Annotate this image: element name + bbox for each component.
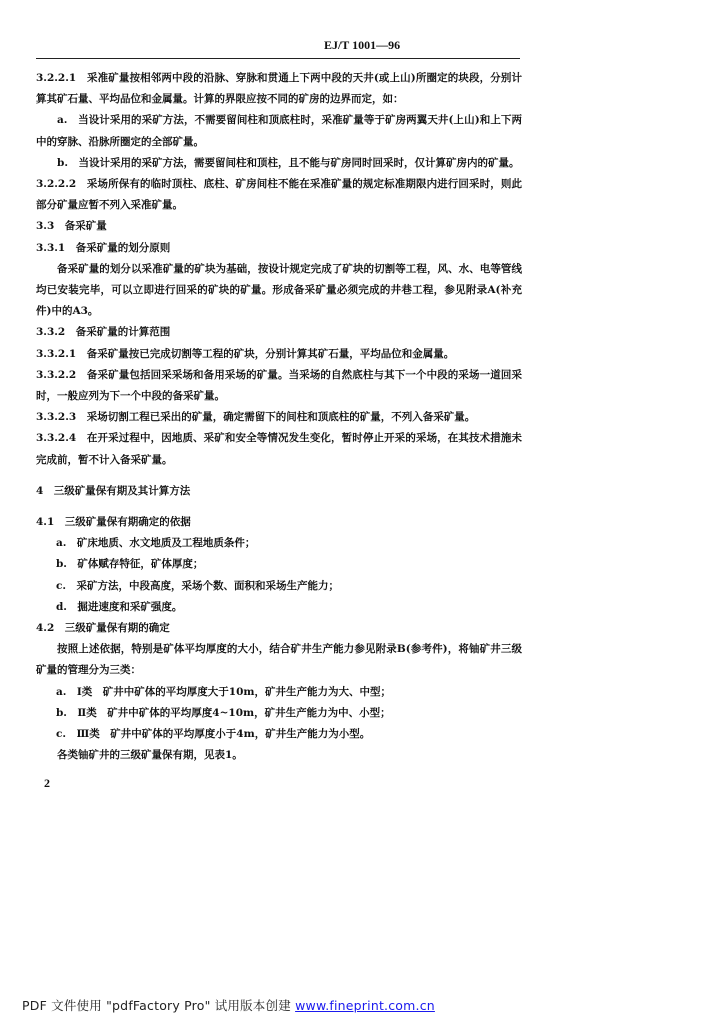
clause-4-1-heading: 4.1 三级矿量保有期确定的依据 [36,516,191,529]
fineprint-link[interactable]: www.fineprint.com.cn [295,998,435,1013]
clause-3-2-2-2: 3.2.2.2 采场所保有的临时顶柱、底柱、矿房间柱不能在采准矿量的规定标准期限内进行回采时，则此部分矿量应暂不列入采准矿量。 [36,178,522,212]
clause-3-3-2-2: 3.3.2.2 备采矿量包括回采采场和备用采场的矿量。当采场的自然底柱与其下一个中段的采场一道回采时，一般应列为下一个中段的备采矿量。 [36,368,522,403]
clause-3-3-1-body: 备采矿量的划分以采准矿量的矿块为基础，按设计规定完成了矿块的切割等工程，风、水、电等管线均已安装完毕，可以立即进行回采的矿块的矿量。形成备采矿量必须完成的井巷工程，参见附录A(补充件)中的A3。 [36,262,522,318]
section-spacer [36,502,522,512]
clause-3-3-1-heading: 3.3.1 备采矿量的划分原则 [36,241,171,254]
list-item-d-excavation: d. 掘进速度和采矿强度。 [55,600,183,613]
table-reference: 各类铀矿井的三级矿量保有期，见表1。 [57,749,243,762]
document-body [36,68,522,767]
item-a-no-pillars: a. 当设计采用的采矿方法，不需要留间柱和顶底柱时，采准矿量等于矿房两翼天井(上山)和上下两中的穿脉、沿脉所圈定的全部矿量。 [36,114,522,148]
list-item-a-geology: a. 矿床地质、水文地质及工程地质条件； [55,537,256,550]
section-4-heading: 4 三级矿量保有期及其计算方法 [36,484,191,497]
class-3-item: c. Ⅲ类 矿井中矿体的平均厚度小于4m，矿井生产能力为小型。 [55,728,371,741]
clause-4-2-body: 按照上述依据，特别是矿体平均厚度的大小，结合矿井生产能力参见附录B(参考件)，将铀矿井三级矿量的管理分为三类： [36,643,522,677]
clause-3-3-2-4: 3.3.2.4 在开采过程中，因地质、采矿和安全等情况发生变化，暂时停止开采的采场，在其技术措施未完成前，暂不计入备采矿量。 [36,432,522,466]
section-spacer [36,471,522,481]
item-b-with-pillars: b. 当设计采用的采矿方法，需要留间柱和顶柱，且不能与矿房同时回采时，仅计算矿房内的矿量。 [57,156,520,169]
class-1-item: a. Ⅰ类 矿井中矿体的平均厚度大于10m，矿井生产能力为大、中型； [55,685,392,698]
clause-3-3-2-1: 3.3.2.1 备采矿量按已完成切割等工程的矿块，分别计算其矿石量，平均品位和金属量。 [36,347,455,360]
list-item-c-mining-method: c. 采矿方法，中段高度，采场个数、面积和采场生产能力； [55,579,339,592]
clause-3-3-2-3: 3.3.2.3 采场切割工程已采出的矿量，确定需留下的间柱和顶底柱的矿量，不列入备采矿量。 [36,411,476,424]
list-item-b-orebody: b. 矿体赋存特征，矿体厚度； [55,558,204,571]
section-3-3-heading: 3.3 备采矿量 [36,220,107,233]
pdf-creator-footer [22,996,435,1014]
clause-4-2-heading: 4.2 三级矿量保有期的确定 [36,622,170,635]
header-rule [36,58,520,59]
clause-3-2-2-1: 3.2.2.1 采准矿量按相邻两中段的沿脉、穿脉和贯通上下两中段的天井(或上山)所圈定的块段，分别计算其矿石量、平均品位和金属量。计算的界限应按不同的矿房的边界而定，如： [36,72,522,106]
document-code-header: EJ/T 1001—96 [323,38,401,52]
footer-text: PDF 文件使用 "pdfFactory Pro" 试用版本创建 [22,998,296,1013]
class-2-item: b. Ⅱ类 矿井中矿体的平均厚度4~10m，矿井生产能力为中、小型； [55,706,391,719]
page-number: 2 [44,776,50,790]
clause-3-3-2-heading: 3.3.2 备采矿量的计算范围 [36,326,171,339]
